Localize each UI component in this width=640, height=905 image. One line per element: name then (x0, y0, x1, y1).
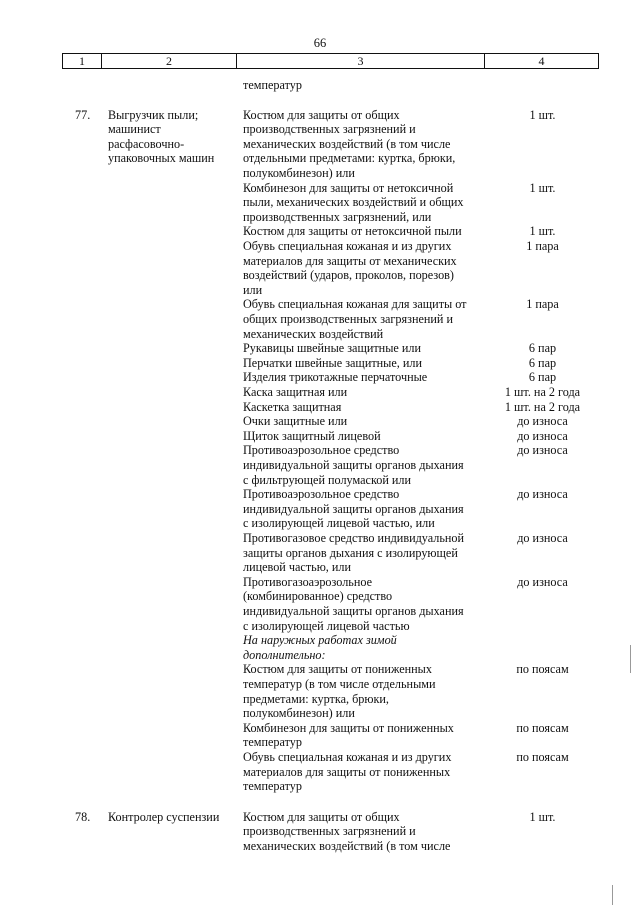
ppe-item-line: с изолирующей лицевой частью, или (243, 516, 435, 531)
ppe-item-line: Костюм для защиты от общих (243, 809, 400, 824)
ppe-item-line: Каска защитная или (243, 385, 348, 399)
occupation-line: машинист (108, 122, 161, 137)
occupation-line: Выгрузчик пыли; (108, 107, 199, 122)
ppe-item-line: (комбинированное) средство (243, 589, 393, 604)
ppe-item-line: Костюм для защиты от нетоксичной пыли (243, 224, 462, 239)
issue-norm: 1 шт. (529, 180, 556, 195)
issue-norm: 6 пар (528, 370, 557, 385)
ppe-item-line: Очки защитные или (243, 414, 348, 429)
ppe-item-line: температур (243, 779, 302, 794)
ppe-item-line: воздействий (ударов, проколов, порезов) (243, 268, 454, 283)
scan-artifact (630, 645, 631, 673)
ppe-item-line: отдельными предметами: куртка, брюки, (243, 151, 456, 166)
ppe-item-line: На наружных работах зимой (243, 633, 397, 648)
issue-norm: по поясам (516, 720, 569, 735)
ppe-item-line: механических воздействий (243, 326, 384, 341)
issue-norm: 1 шт. (529, 107, 556, 122)
issue-norm: 1 шт. на 2 года (504, 399, 581, 414)
occupation-line: Контролер суспензии (108, 809, 220, 824)
table-header-row (62, 53, 599, 69)
occupation-line: упаковочных машин (108, 151, 215, 166)
ppe-item-line: Противоаэрозольное средство (243, 443, 400, 458)
ppe-item-line: пыли, механических воздействий и общих (243, 195, 464, 210)
ppe-item-line: Каскетка защитная (243, 399, 342, 414)
ppe-item-line: Обувь специальная кожаная и из других (243, 750, 452, 764)
scan-artifact-bottom (612, 885, 613, 905)
ppe-item-line: индивидуальной защиты органов дыхания (243, 458, 464, 472)
issue-norm: по поясам (516, 750, 569, 764)
issue-norm: 1 пара (526, 239, 559, 253)
ppe-item-line: Костюм для защиты от общих (243, 107, 400, 122)
ppe-item-line: Обувь специальная кожаная для защиты от (243, 297, 467, 312)
ppe-item-line: или (243, 282, 263, 297)
issue-norm: до износа (517, 414, 568, 429)
ppe-item-line: Щиток защитный лицевой (243, 428, 381, 443)
occupation-line: расфасовочно- (108, 136, 185, 151)
row-number: 77. (75, 107, 91, 122)
ppe-item-line: защиты органов дыхания с изолирующей (243, 545, 458, 560)
ppe-item-line: общих производственных загрязнений и (243, 312, 454, 326)
ppe-item-line: индивидуальной защиты органов дыхания (243, 604, 464, 618)
issue-norm: 1 шт. (529, 809, 556, 824)
issue-norm: 6 пар (528, 341, 557, 356)
issue-norm: по поясам (516, 662, 569, 677)
issue-norm: до износа (517, 428, 568, 443)
issue-norm: до износа (517, 574, 568, 589)
issue-norm: до износа (517, 443, 568, 458)
ppe-item-line: Противогазовое средство индивидуальной (243, 531, 465, 545)
ppe-item-line: производственных загрязнений и (243, 824, 416, 839)
ppe-item-line: с изолирующей лицевой частью (243, 618, 410, 633)
ppe-item-line: с фильтрующей полумаской или (243, 472, 412, 487)
issue-norm: 1 шт. (529, 224, 556, 239)
ppe-item-line: температур (в том числе отдельными (243, 677, 436, 691)
ppe-item-line: производственных загрязнений и (243, 122, 416, 137)
ppe-item-line: Перчатки швейные защитные, или (243, 355, 423, 370)
ppe-item-line: Противогазоаэрозольное (243, 574, 373, 589)
ppe-item-line: Комбинезон для защиты от нетоксичной (243, 180, 454, 195)
ppe-item-line: Противоаэрозольное средство (243, 487, 400, 502)
header-col-1: 1 (63, 54, 102, 68)
header-col-3: 3 (237, 54, 485, 68)
ppe-item-line: индивидуальной защиты органов дыхания (243, 501, 464, 516)
issue-norm: 6 пар (528, 355, 557, 370)
ppe-item-line: производственных загрязнений, или (243, 209, 432, 224)
issue-norm: до износа (517, 531, 568, 545)
header-col-4: 4 (538, 54, 545, 68)
ppe-item-line: механических воздействий (в том числе (243, 839, 451, 853)
ppe-item-line: лицевой частью, или (243, 560, 352, 575)
row-number: 78. (75, 809, 91, 824)
ppe-item-line: температур (243, 735, 302, 750)
ppe-item-line: дополнительно: (243, 647, 326, 662)
ppe-item-line: предметами: куртка, брюки, (243, 691, 389, 706)
ppe-item-line: Комбинезон для защиты от пониженных (243, 720, 454, 735)
ppe-item-line: полукомбинезон) или (243, 706, 355, 721)
continuation-text: температур (243, 78, 302, 92)
ppe-item-line: механических воздействий (в том числе (243, 136, 451, 151)
ppe-item-line: материалов для защиты от механических (243, 253, 457, 268)
page-number: 66 (313, 36, 327, 50)
issue-norm: 1 шт. на 2 года (504, 385, 581, 399)
ppe-item-line: Костюм для защиты от пониженных (243, 662, 432, 677)
issue-norm: 1 пара (526, 297, 559, 312)
ppe-item-line: материалов для защиты от пониженных (243, 764, 451, 779)
ppe-item-line: Рукавицы швейные защитные или (243, 341, 421, 356)
ppe-item-line: полукомбинезон) или (243, 166, 355, 180)
ppe-item-line: Обувь специальная кожаная и из других (243, 239, 452, 253)
header-col-2: 2 (102, 54, 237, 68)
ppe-item-line: Изделия трикотажные перчаточные (243, 370, 428, 385)
issue-norm: до износа (517, 487, 568, 502)
